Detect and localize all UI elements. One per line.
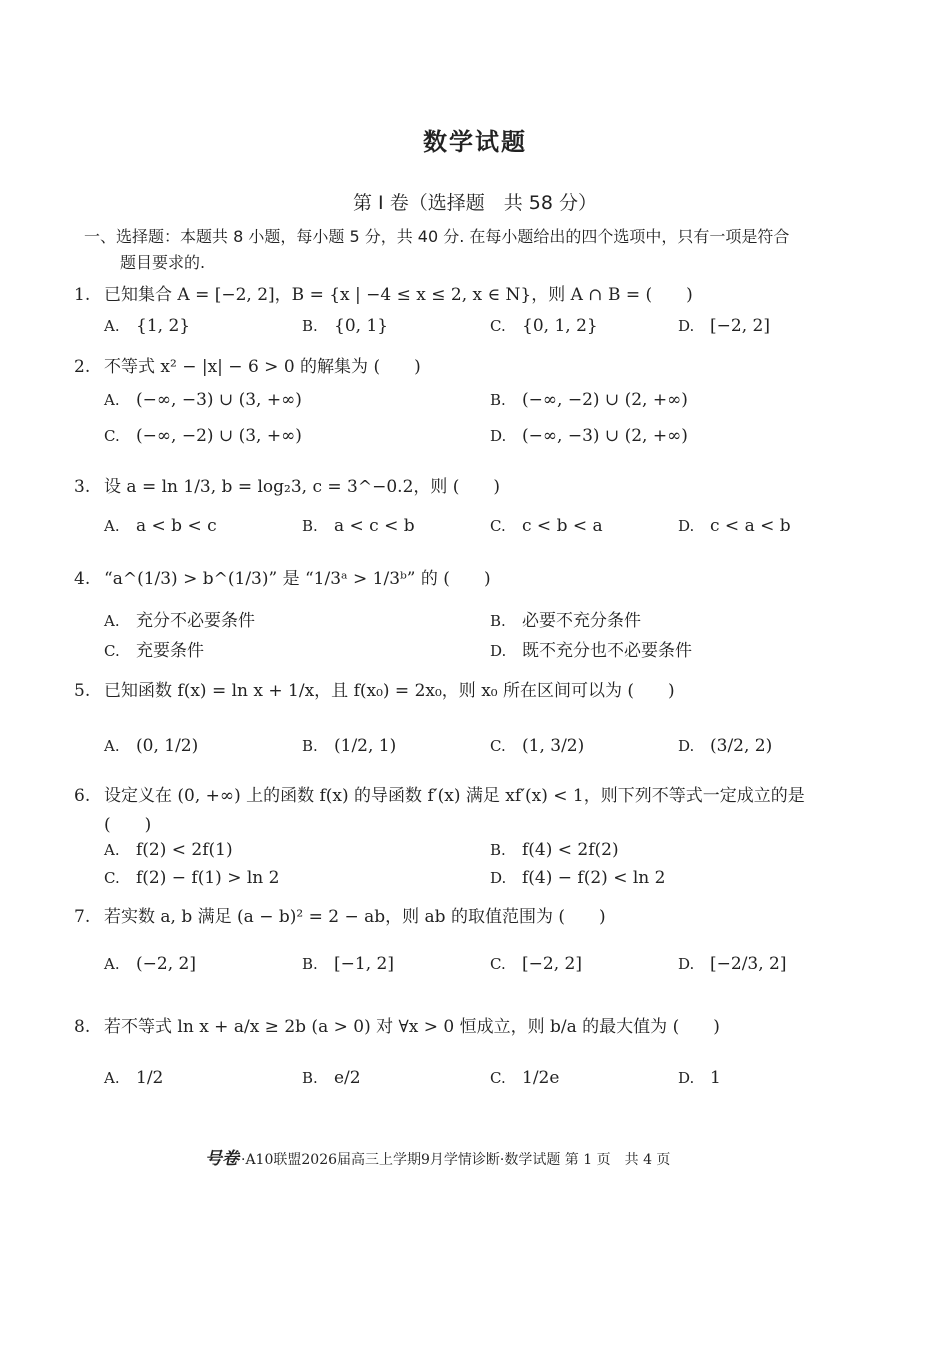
publisher-logo: 号卷 [205,1149,239,1169]
option-c: C. {0, 1, 2} [490,316,598,336]
option-d: D. f(4) − f(2) < ln 2 [490,868,666,888]
question-1 [74,280,693,305]
option-a: A. a < b < c [104,516,217,536]
option-c: C. 充要条件 [104,641,204,661]
question-6-bracket: ( ) [104,815,152,835]
option-b: B. f(4) < 2f(2) [490,840,619,860]
option-d: D. [−2/3, 2] [678,954,787,974]
question-5: 5. 已知函数 f(x) = ln x + 1/x，且 f(x₀) = 2x₀，则 x₀ 所在区间可以为 ( ) [74,681,675,701]
option-d: D. 既不充分也不必要条件 [490,641,692,661]
option-a: A. (−∞, −3) ∪ (3, +∞) [104,390,302,410]
question-4: 4. “a^(1/3) > b^(1/3)” 是 “1/3ᵃ > 1/3ᵇ” 的 ( ) [74,569,491,589]
option-a: A. {1, 2} [104,316,191,336]
section-instruction-line1: 一、选择题：本题共 8 小题，每小题 5 分，共 40 分. 在每小题给出的四个选项中，只有一项是符合 [84,227,790,246]
option-b: B. [−1, 2] [302,954,394,974]
option-c: C. [−2, 2] [490,954,582,974]
question-stem: 已知集合 A = [−2, 2]，B = {x | −4 ≤ x ≤ 2, x ∈ N}，则 A ∩ B = ( ) [104,285,693,305]
option-b: B. 必要不充分条件 [490,611,641,631]
option-d: D. (3/2, 2) [678,736,773,756]
option-d: D. c < a < b [678,516,791,536]
option-b: B. e/2 [302,1068,361,1088]
option-b: B. (1/2, 1) [302,736,397,756]
option-a: A. (0, 1/2) [104,736,199,756]
option-b: B. (−∞, −2) ∪ (2, +∞) [490,390,688,410]
question-2: 2. 不等式 x² − |x| − 6 > 0 的解集为 ( ) [74,357,421,377]
section-instruction-line2: 题目要求的. [120,253,206,272]
page-footer [205,1144,670,1169]
option-c: C. f(2) − f(1) > ln 2 [104,868,280,888]
question-8: 8. 若不等式 ln x + a/x ≥ 2b (a > 0) 对 ∀x > 0 恒成立，则 b/a 的最大值为 ( ) [74,1017,720,1037]
question-6: 6. 设定义在 (0, +∞) 上的函数 f(x) 的导函数 f′(x) 满足 xf′(x) < 1，则下列不等式一定成立的是 [74,786,805,806]
option-c: C. (−∞, −2) ∪ (3, +∞) [104,426,302,446]
option-c: C. 1/2e [490,1068,560,1088]
part-heading: 第 I 卷（选择题 共 58 分） [353,192,597,214]
option-b: B. a < c < b [302,516,415,536]
option-a: A. 1/2 [104,1068,164,1088]
question-3: 3. 设 a = ln 1/3, b = log₂3, c = 3^−0.2，则 ( ) [74,477,501,497]
question-number: 1. [74,285,91,305]
option-a: A. 充分不必要条件 [104,611,255,631]
question-7: 7. 若实数 a, b 满足 (a − b)² = 2 − ab，则 ab 的取值范围为 ( ) [74,907,606,927]
option-b: B. {0, 1} [302,316,389,336]
option-a: A. (−2, 2] [104,954,196,974]
option-d: D. 1 [678,1068,721,1088]
option-d: D. [−2, 2] [678,316,770,336]
page-title: 数学试题 [423,128,527,156]
option-c: C. (1, 3/2) [490,736,585,756]
footer-text: ·A10联盟2026届高三上学期9月学情诊断·数学试题 第 1 页 共 4 页 [241,1152,671,1168]
option-d: D. (−∞, −3) ∪ (2, +∞) [490,426,688,446]
option-c: C. c < b < a [490,516,603,536]
option-a: A. f(2) < 2f(1) [104,840,233,860]
